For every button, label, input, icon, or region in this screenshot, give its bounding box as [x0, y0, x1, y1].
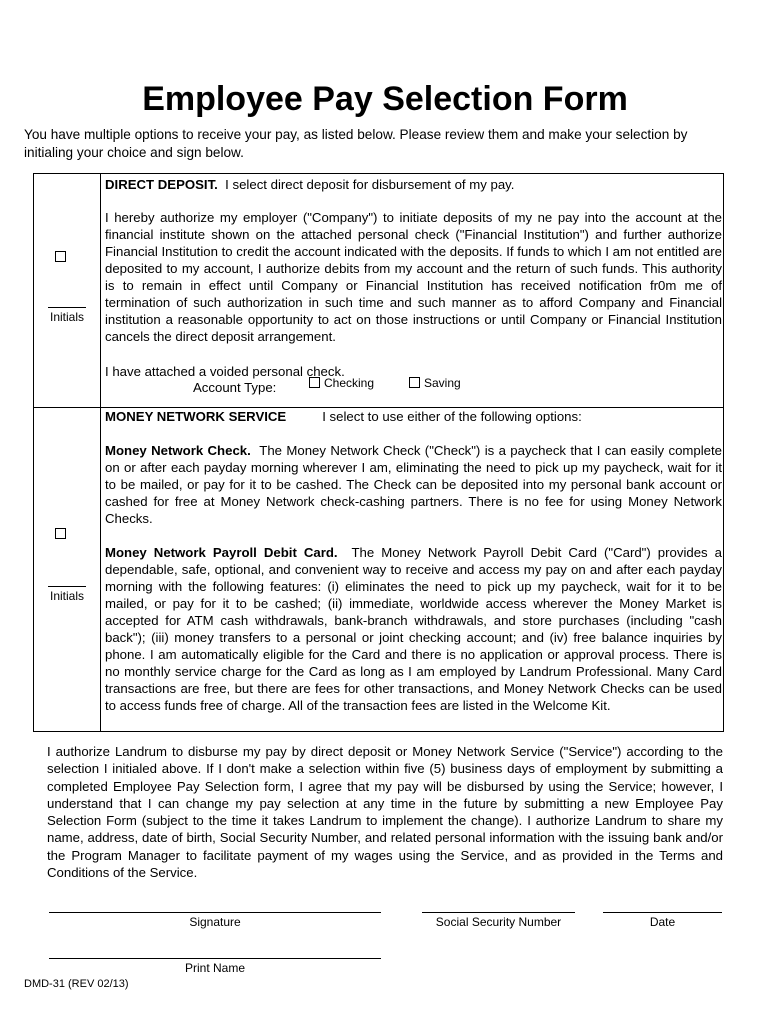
account-type-label: Account Type: [193, 380, 277, 395]
authorization-paragraph: I authorize Landrum to disburse my pay by direct deposit or Money Network Service ("Service") according to the selection I initialed above. If I don't make a selection within five (5) business days of employment by submitting a completed Employee Pay Selection form, I agree that my pay will be disbursed by using the Service; however, I understand that I can change my pay selection at any time in the future by submitting a new Employee Pay Selection Form (subject to the time it takes Landrum to implement the change). I authorize Landrum to share my name, address, date of birth, Social Security Number, and related personal information with the issuing bank and/or the Program Manager to facilitate payment of my wages using the Service, and as provided in the Terms and Conditions of the Service. [47, 744, 723, 881]
saving-checkbox[interactable] [409, 377, 420, 388]
money-network-initials-label: Initials [50, 589, 85, 603]
print-name-line[interactable] [49, 958, 381, 959]
intro-line-2: initialing your choice and sign below. [24, 145, 244, 160]
direct-deposit-title: DIRECT DEPOSIT. [105, 177, 218, 192]
direct-deposit-content [101, 174, 721, 407]
direct-deposit-heading [105, 176, 722, 193]
money-network-card-paragraph [105, 544, 722, 714]
form-title: Employee Pay Selection Form [142, 80, 628, 118]
signature-label: Signature [189, 915, 241, 929]
ssn-label: Social Security Number [435, 915, 562, 929]
direct-deposit-initials-label: Initials [50, 310, 85, 324]
pay-options-table [33, 173, 724, 732]
date-label: Date [649, 915, 676, 929]
voided-check-text: I have attached a voided personal check. [105, 364, 345, 379]
date-line[interactable] [603, 912, 722, 913]
checking-option[interactable] [309, 376, 374, 390]
direct-deposit-row [34, 174, 723, 408]
money-network-row [34, 408, 723, 731]
direct-deposit-checkbox[interactable] [55, 251, 66, 262]
money-network-content [101, 408, 721, 731]
money-network-subtitle: I select to use either of the following options: [322, 409, 582, 424]
direct-deposit-initials-cell [34, 174, 101, 407]
money-network-check-text: The Money Network Check ("Check") is a paycheck that I can easily complete on or after each payday morning wherever I am, eliminating the need to pick up my paycheck, wait for it to be mailed, or pay for it to be cashed. The Check can be deposited into my personal bank account or cashed for free at Money Network check-cashing partners. There is no fee for using Money Network Checks. [105, 443, 722, 526]
money-network-checkbox[interactable] [55, 528, 66, 539]
direct-deposit-authorization: I hereby authorize my employer ("Company") to initiate deposits of my ne pay into the account at the financial institute shown on the attached personal check ("Financial Institution") and further authorize Financial Institution to credit the account indicated with the deposits. If funds to which I am not entitled are deposited to my account, I authorize debits from my account and the return of such funds. This authority is to remain in effect until Company or Financial Institution has received notification fr0m me of termination of such authorization in such time and such manner as to afford Company and Financial institution a reasonable opportunity to act on those instructions or until Company or Financial Institution cancels the direct deposit arrangement. [105, 210, 722, 344]
money-network-initials-cell [34, 408, 101, 731]
money-network-check-title: Money Network Check. [105, 443, 251, 458]
print-name-label: Print Name [184, 961, 246, 975]
intro-line-1: You have multiple options to receive your pay, as listed below. Please review them and make your selection by [24, 127, 688, 142]
money-network-card-title: Money Network Payroll Debit Card. [105, 545, 338, 560]
ssn-line[interactable] [422, 912, 575, 913]
money-network-heading [105, 408, 722, 425]
form-code: DMD-31 (REV 02/13) [24, 978, 129, 990]
money-network-title: MONEY NETWORK SERVICE [105, 409, 287, 424]
checking-checkbox[interactable] [309, 377, 320, 388]
direct-deposit-subtitle: I select direct deposit for disbursement of my pay. [225, 177, 515, 192]
direct-deposit-initials-line[interactable] [48, 307, 86, 308]
money-network-card-text: The Money Network Payroll Debit Card ("Card") provides a dependable, safe, optional, and convenient way to receive and access my pay on and after each payday morning with the following features: (i) eliminates the need to pick up my paycheck, wait for it to be mailed, or pay for it to be cashed; (ii) immediate, worldwide access wherever the Money Market is accepted for ATM cash withdrawals, bank-branch withdrawals, and store purchases (including "cash back"); (iii) money transfers to a personal or joint checking account; and (iv) free balance inquiries by phone. I am automatically eligible for the Card and there is no application or approval process. There is no monthly service charge for the Card as long as I am employed by Landrum Professional. Many Card transactions are free, but there are fees for other transactions, and Money Network Checks can be used to access funds free of charge. All of the transaction fees are listed in the Welcome Kit. [105, 545, 723, 713]
saving-label: Saving [424, 376, 461, 390]
money-network-initials-line[interactable] [48, 586, 86, 587]
checking-label: Checking [324, 376, 375, 390]
saving-option[interactable] [409, 376, 461, 390]
money-network-check-paragraph [105, 442, 722, 527]
signature-line[interactable] [49, 912, 381, 913]
intro-text [24, 126, 724, 162]
